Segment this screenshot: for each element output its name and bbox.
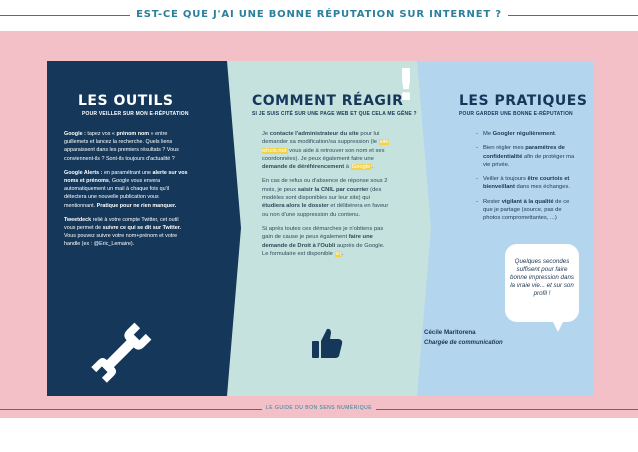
chevron-divider-1 (227, 61, 241, 396)
reagir-paragraph-contact: Je contacte l'administrateur du site pour lui demander sa modification/sa suppression (le site whois.net vous aide à retrouver son nom et ses coordonnées). Je peux également faire une demande de déréférencement à Google. (262, 131, 389, 171)
google-link[interactable]: Google (351, 164, 371, 171)
thumbs-up-icon (310, 326, 344, 360)
page-title: EST-CE QUE J'AI UNE BONNE RÉPUTATION SUR INTERNET ? (130, 9, 508, 20)
signature-role: Chargée de communication (424, 340, 503, 346)
outils-paragraph-tweetdeck: Tweetdeck relié à votre compte Twitter, cet outil vous permet de suivre ce qui se dit sur Twitter. Vous pouvez suivre votre nom+prénom et votre handle (ex : @Eric_Lemaire). (64, 216, 182, 248)
footer-label: LE GUIDE DU BON SENS NUMÉRIQUE (262, 405, 376, 411)
pratiques-item: - Bien régler mes paramètres de confidentialité afin de protéger ma vie privée. (476, 144, 580, 169)
speech-bubble-tail (552, 320, 564, 332)
pratiques-item: - Me Googler régulièrement. (476, 130, 580, 138)
speech-bubble: Quelques secondes suffisent pour faire bonne impression dans la vraie vie... et sur son profil ! (505, 244, 579, 322)
pratiques-list (476, 130, 580, 229)
outils-heading: LES OUTILS (78, 93, 174, 109)
pratiques-item: - Rester vigilant à la qualité de ce que je partage (source, pas de photos compromettantes, ...) (476, 198, 580, 223)
reagir-subheading: SI JE SUIS CITÉ SUR UNE PAGE WEB ET QUE CELA ME GÊNE ? (252, 111, 417, 117)
pratiques-heading: LES PRATIQUES (459, 93, 588, 109)
outils-paragraph-google: Google : tapez vos « prénom nom » entre guillemets et lancez la recherche. Quels liens apparaissent dans les premiers résultats ? Vous conviennent-ils ? Sont-ils toujours d'actualité ? (64, 131, 179, 162)
exclamation-mark: ! (396, 60, 417, 111)
title-bar (0, 7, 638, 23)
reagir-paragraph-cnil: En cas de refus ou d'absence de réponse sous 2 mois, je peux saisir la CNIL par courrier (des modèles sont disponibles sur leur site) qui étudiera alors le dossier et délibérera en faveur ou non d'une suppression du contenu. (262, 178, 389, 218)
outils-subheading: POUR VEILLER SUR MON E-RÉPUTATION (82, 111, 189, 117)
form-link[interactable]: ici (335, 250, 341, 257)
pratiques-item: - Veiller à toujours être courtois et bienveillant dans mes échanges. (476, 175, 580, 192)
whois-link[interactable]: site whois.net (262, 139, 389, 154)
pratiques-subheading: POUR GARDER UNE BONNE E-RÉPUTATION (459, 111, 573, 117)
reagir-paragraph-oubli: Si après toutes ces démarches je n'obtiens pas gain de cause je peux également faire une demande de Droit à l'Oubli auprès de Google. Le formulaire est disponible ici. (262, 225, 385, 257)
signature-name: Cécile Maritorena (424, 329, 476, 336)
outils-paragraph-alerts: Google Alerts : en paramétrant une alerte sur vos noms et prénoms, Google vous envera automatiquement un mail à chaque fois qu'il détectera une nouvelle publication vous mentionnant. Pratique pour ne rien manquer. (64, 169, 188, 209)
outils-body (64, 130, 190, 255)
reagir-body (262, 130, 392, 264)
reagir-heading: COMMENT RÉAGIR (252, 93, 404, 109)
wrench-icon (86, 318, 156, 388)
